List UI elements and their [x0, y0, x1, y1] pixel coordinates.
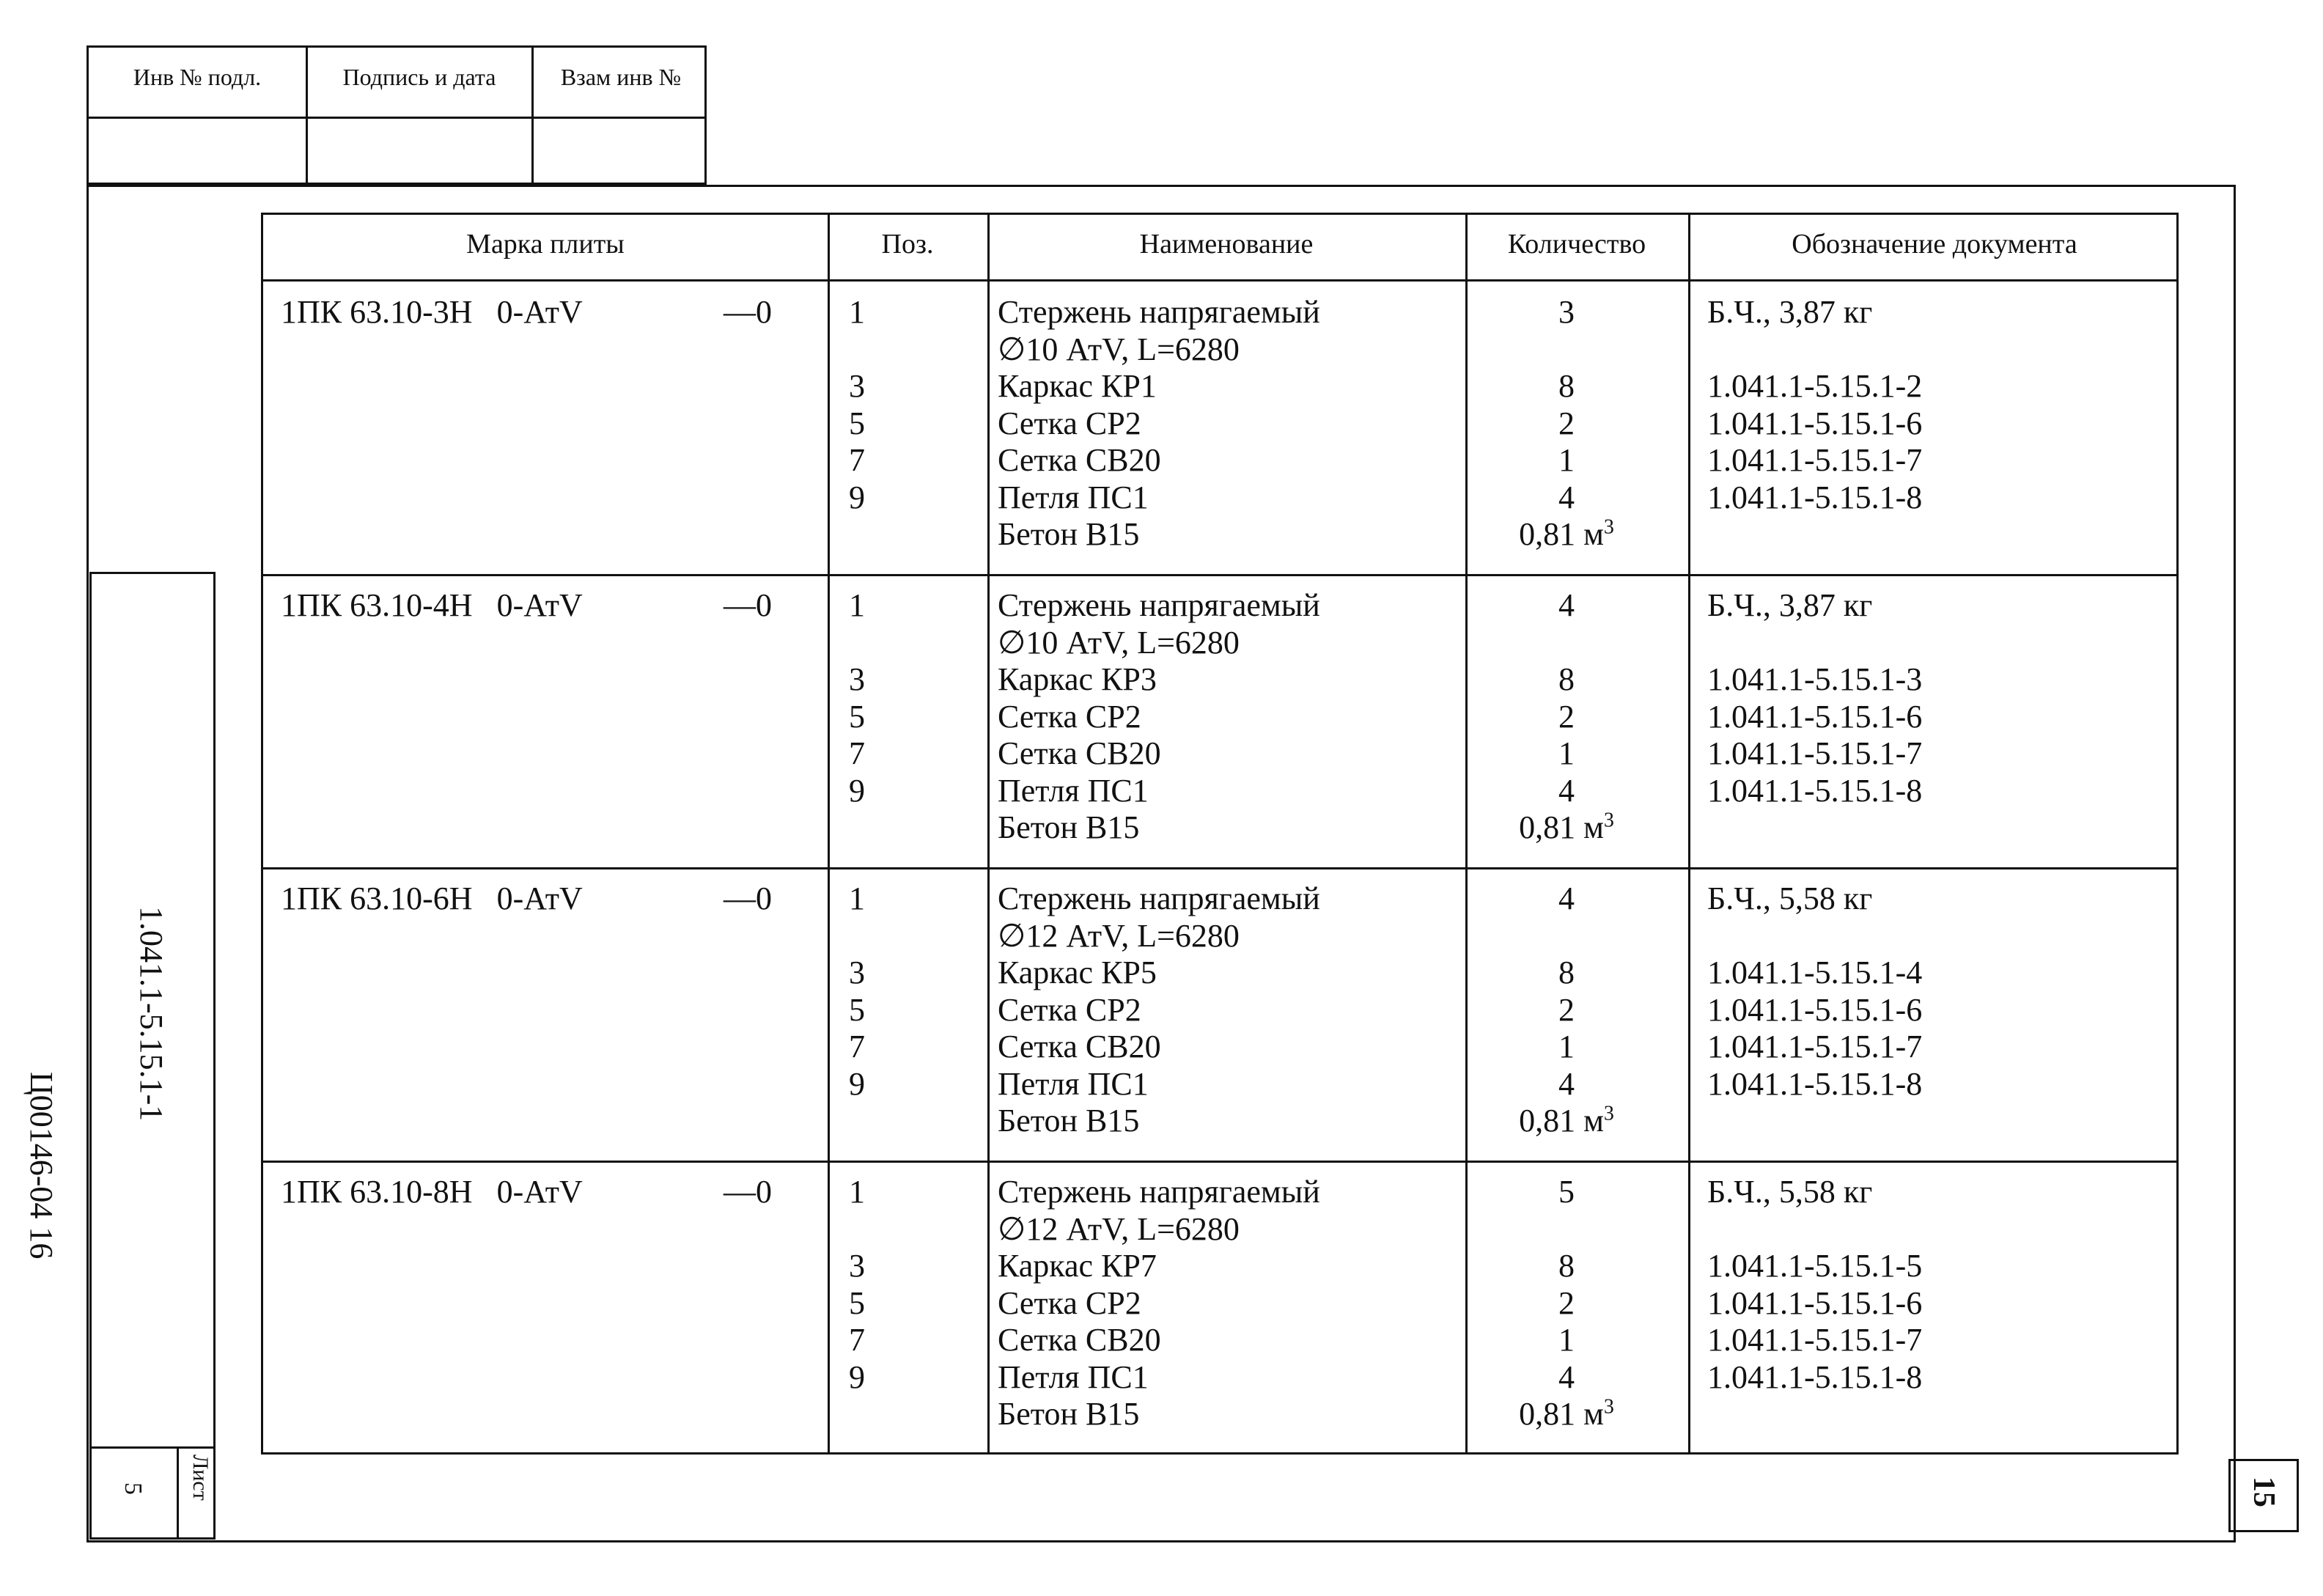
name-cell: Петля ПС1 [998, 479, 1149, 515]
name-cell: Каркас КР7 [998, 1248, 1157, 1284]
doc-cell [1707, 1103, 1922, 1140]
name-cell: ∅10 АтV, L=6280 [998, 624, 1240, 661]
doc-cell: 1.041.1-5.15.1-5 [1707, 1248, 1923, 1284]
stamp-podpis-label: Подпись и дата [342, 64, 496, 90]
qty-cell [1471, 625, 1662, 662]
name-cell: Петля ПС1 [998, 1065, 1149, 1102]
qty-cell: 8 [1558, 1248, 1575, 1284]
doc-column [1707, 880, 1922, 1140]
name-cell: Сетка СВ20 [998, 1322, 1161, 1358]
pos-cell [820, 809, 894, 847]
qty-cell: 2 [1558, 405, 1575, 441]
pos-cell: 3 [849, 368, 865, 404]
name-column [998, 587, 1320, 847]
slab-mark [281, 294, 583, 331]
slab-mark-code: 1ПК 63.10-4Н [281, 587, 473, 623]
qty-cell: 4 [1558, 1358, 1575, 1395]
qty-cell: 1 [1558, 735, 1575, 771]
doc-cell: 1.041.1-5.15.1-7 [1707, 735, 1923, 771]
cubic-superscript: 3 [1603, 809, 1614, 832]
pos-cell: 1 [849, 587, 865, 623]
doc-cell: 1.041.1-5.15.1-6 [1707, 698, 1923, 735]
doc-cell: 1.041.1-5.15.1-8 [1707, 479, 1923, 515]
doc-cell: 1.041.1-5.15.1-7 [1707, 1322, 1923, 1358]
slab-mark-variant: 0-АтV [496, 880, 583, 916]
name-cell: Петля ПС1 [998, 772, 1149, 809]
stamp-inv-podl-label: Инв № подл. [133, 64, 262, 90]
side-sheet-number: 5 [119, 1482, 147, 1495]
doc-cell: 1.041.1-5.15.1-6 [1707, 1284, 1923, 1321]
pos-cell [820, 1103, 894, 1140]
doc-cell [1707, 1396, 1922, 1433]
doc-cell: 1.041.1-5.15.1-6 [1707, 405, 1923, 441]
name-cell: Бетон В15 [998, 516, 1140, 552]
doc-column [1707, 1174, 1922, 1433]
cubic-superscript: 3 [1603, 515, 1614, 539]
qty-cell: 8 [1558, 661, 1575, 697]
pos-cell: 1 [849, 1174, 865, 1210]
slab-mark [281, 1174, 583, 1211]
doc-cell: 1.041.1-5.15.1-3 [1707, 661, 1923, 697]
pos-column [820, 1174, 894, 1433]
pos-column [820, 880, 894, 1140]
header-pos: Поз. [881, 229, 934, 260]
doc-cell: 1.041.1-5.15.1-4 [1707, 955, 1923, 990]
doc-cell [1707, 1211, 1922, 1249]
name-cell: Стержень напрягаемый [998, 587, 1320, 623]
qty-cell: 1 [1558, 442, 1575, 478]
doc-cell: 1.041.1-5.15.1-6 [1707, 991, 1923, 1028]
qty-cell: 2 [1558, 1284, 1575, 1321]
header-doc: Обозначение документа [1792, 229, 2077, 260]
slab-mark-variant: 0-АтV [496, 1174, 583, 1210]
name-cell: Сетка СВ20 [998, 442, 1161, 478]
cubic-superscript: 3 [1603, 1102, 1614, 1125]
name-cell: Сетка СР2 [998, 698, 1141, 735]
qty-column [1471, 294, 1662, 554]
pos-cell: 1 [849, 294, 865, 330]
slab-mark-code: 1ПК 63.10-3Н [281, 294, 473, 330]
name-cell: Сетка СР2 [998, 405, 1141, 441]
slab-mark-variant: 0-АтV [496, 294, 583, 330]
concrete-volume: 0,81 м [1519, 1396, 1604, 1432]
pos-cell: 3 [849, 1248, 865, 1284]
qty-cell [1471, 1103, 1662, 1140]
name-cell: Сетка СВ20 [998, 735, 1161, 771]
qty-cell [1471, 1396, 1662, 1433]
qty-cell [1471, 809, 1662, 847]
side-sheet-label: Лист [188, 1455, 213, 1501]
header-qty: Количество [1507, 229, 1646, 260]
doc-column [1707, 294, 1922, 554]
qty-cell: 5 [1558, 1174, 1575, 1210]
pos-cell: 9 [849, 479, 865, 515]
doc-cell: 1.041.1-5.15.1-8 [1707, 772, 1923, 809]
name-cell: Бетон В15 [998, 1396, 1140, 1432]
doc-cell: 1.041.1-5.15.1-8 [1707, 1065, 1923, 1102]
qty-cell: 1 [1558, 1322, 1575, 1358]
approval-stamp [86, 45, 707, 185]
cubic-superscript: 3 [1603, 1395, 1614, 1419]
doc-cell: Б.Ч., 3,87 кг [1707, 294, 1873, 330]
name-cell: Сетка СР2 [998, 991, 1141, 1028]
qty-cell [1471, 918, 1662, 955]
doc-cell: 1.041.1-5.15.1-7 [1707, 442, 1923, 478]
header-mark: Марка плиты [466, 229, 625, 260]
qty-cell [1471, 331, 1662, 369]
slab-mark-suffix: —0 [724, 880, 772, 916]
qty-cell: 3 [1558, 294, 1575, 330]
pos-cell: 5 [849, 991, 865, 1028]
doc-column [1707, 587, 1922, 847]
qty-cell: 4 [1558, 479, 1575, 515]
qty-cell: 4 [1558, 772, 1575, 809]
pos-column [820, 587, 894, 847]
pos-cell: 3 [849, 661, 865, 697]
concrete-volume: 0,81 м [1519, 1103, 1604, 1139]
doc-cell [1707, 516, 1922, 554]
pos-cell [820, 331, 894, 369]
pos-cell: 7 [849, 1029, 865, 1064]
pos-cell: 3 [849, 955, 865, 990]
pos-cell [820, 625, 894, 662]
pos-cell: 7 [849, 1322, 865, 1358]
name-column [998, 880, 1320, 1140]
name-cell: Сетка СР2 [998, 1284, 1141, 1321]
name-cell: Стержень напрягаемый [998, 880, 1320, 916]
qty-cell [1471, 516, 1662, 554]
pos-cell: 9 [849, 1358, 865, 1395]
doc-cell: Б.Ч., 5,58 кг [1707, 1174, 1873, 1210]
qty-cell: 8 [1558, 368, 1575, 404]
doc-cell: 1.041.1-5.15.1-8 [1707, 1358, 1923, 1395]
pos-cell: 5 [849, 405, 865, 441]
name-cell: ∅12 АтV, L=6280 [998, 1210, 1240, 1247]
slab-mark-code: 1ПК 63.10-8Н [281, 1174, 473, 1210]
pos-cell [820, 918, 894, 955]
qty-column [1471, 880, 1662, 1140]
name-cell: Бетон В15 [998, 809, 1140, 845]
concrete-volume: 0,81 м [1519, 516, 1604, 552]
pos-cell [820, 1211, 894, 1249]
doc-cell [1707, 809, 1922, 847]
pos-cell [820, 1396, 894, 1433]
pos-cell: 1 [849, 880, 865, 916]
slab-mark [281, 587, 583, 625]
slab-mark-suffix: —0 [724, 294, 772, 330]
pos-column [820, 294, 894, 554]
slab-mark-variant: 0-АтV [496, 587, 583, 623]
doc-cell [1707, 918, 1922, 955]
name-cell: Стержень напрягаемый [998, 1174, 1320, 1210]
name-cell: Бетон В15 [998, 1103, 1140, 1139]
specification-table [261, 213, 2179, 1455]
doc-cell: Б.Ч., 5,58 кг [1707, 880, 1873, 916]
name-cell: Сетка СВ20 [998, 1029, 1161, 1064]
side-archive-code: Ц00146-04 16 [23, 1072, 59, 1259]
name-cell: ∅10 АтV, L=6280 [998, 331, 1240, 367]
page-number: 15 [2247, 1477, 2280, 1507]
pos-cell: 7 [849, 735, 865, 771]
slab-mark-suffix: —0 [724, 1174, 772, 1210]
qty-column [1471, 587, 1662, 847]
name-cell: ∅12 АтV, L=6280 [998, 917, 1240, 954]
name-cell: Каркас КР3 [998, 661, 1157, 697]
name-column [998, 294, 1320, 554]
pos-cell: 9 [849, 1065, 865, 1102]
qty-cell: 4 [1558, 1065, 1575, 1102]
qty-cell: 4 [1558, 587, 1575, 623]
slab-mark-suffix: —0 [724, 587, 772, 623]
name-cell: Каркас КР1 [998, 368, 1157, 404]
doc-cell: 1.041.1-5.15.1-2 [1707, 368, 1923, 404]
header-name: Наименование [1139, 229, 1314, 260]
name-column [998, 1174, 1320, 1433]
pos-cell: 7 [849, 442, 865, 478]
pos-cell: 5 [849, 1284, 865, 1321]
pos-cell: 9 [849, 772, 865, 809]
qty-cell: 4 [1558, 880, 1575, 916]
qty-column [1471, 1174, 1662, 1433]
pos-cell: 5 [849, 698, 865, 735]
side-doc-code: 1.041.1-5.15.1-1 [133, 906, 169, 1122]
name-cell: Стержень напрягаемый [998, 294, 1320, 330]
qty-cell: 1 [1558, 1029, 1575, 1064]
slab-mark-code: 1ПК 63.10-6Н [281, 880, 473, 916]
qty-cell: 2 [1558, 698, 1575, 735]
qty-cell: 8 [1558, 955, 1575, 990]
slab-mark [281, 880, 583, 918]
qty-cell [1471, 1211, 1662, 1249]
doc-cell: Б.Ч., 3,87 кг [1707, 587, 1873, 623]
doc-cell: 1.041.1-5.15.1-7 [1707, 1029, 1923, 1064]
qty-cell: 2 [1558, 991, 1575, 1028]
pos-cell [820, 516, 894, 554]
doc-cell [1707, 331, 1922, 369]
doc-cell [1707, 625, 1922, 662]
name-cell: Каркас КР5 [998, 955, 1157, 990]
concrete-volume: 0,81 м [1519, 809, 1604, 845]
stamp-vzam-label: Взам инв № [560, 64, 682, 90]
name-cell: Петля ПС1 [998, 1358, 1149, 1395]
